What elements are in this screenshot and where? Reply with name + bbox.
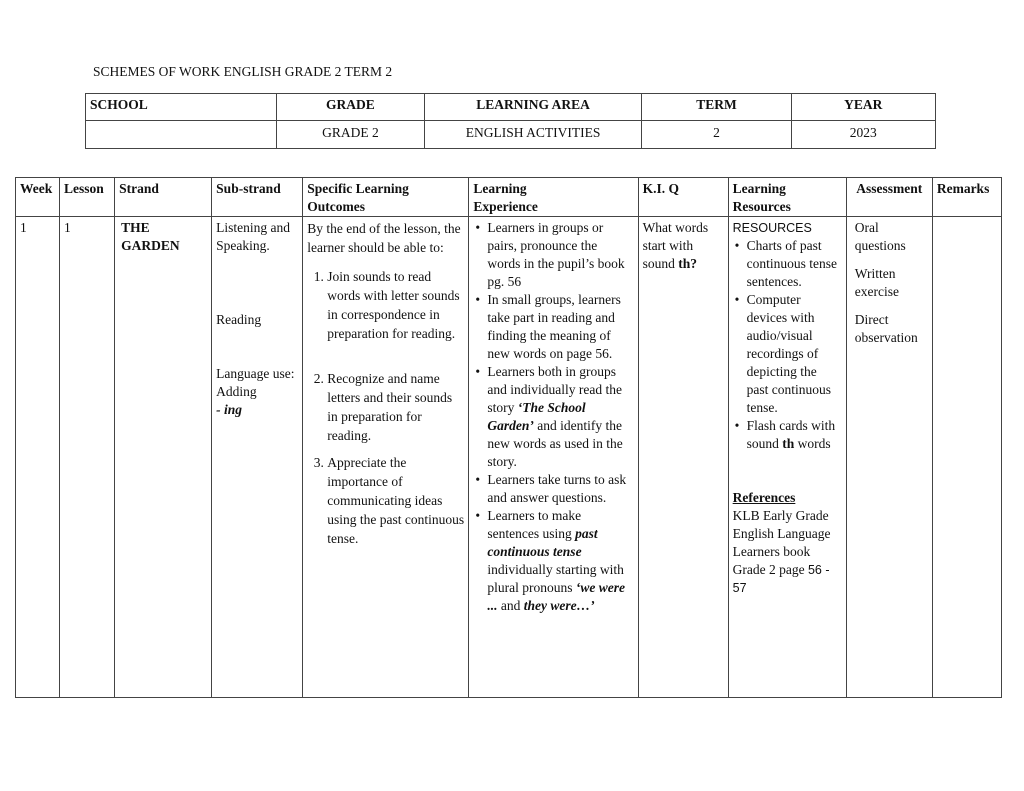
references-title: References (732, 490, 796, 505)
substrand-language: Language use: Adding (216, 366, 295, 399)
cell-resources (728, 217, 846, 698)
col-lesson: Lesson (60, 178, 115, 217)
substrand-reading: Reading (216, 312, 262, 327)
learning-area-value: ENGLISH ACTIVITIES (424, 121, 642, 149)
scheme-table (15, 177, 1002, 698)
document-title: SCHEMES OF WORK ENGLISH GRADE 2 TERM 2 (93, 64, 393, 79)
col-assessment: Assessment (846, 178, 932, 217)
substrand-language-ing: - ing (216, 402, 243, 417)
experience-item: • Learners both in groups and individually read the story ‘The School Garden’ and identify the new words as used in the story. (485, 363, 633, 471)
cell-outcomes (303, 217, 469, 698)
experience-item: • Learners take turns to ask and answer questions. (485, 471, 633, 507)
learning-area-label: LEARNING AREA (424, 94, 642, 121)
col-substrand: Sub-strand (212, 178, 303, 217)
resources-heading: RESOURCES (732, 221, 812, 235)
outcome-item: 2. Recognize and name letters and their sounds in preparation for reading. (327, 369, 464, 445)
header-table (85, 93, 936, 149)
table-row (16, 217, 1002, 698)
experience-list (473, 219, 633, 615)
resource-item: • Computer devices with audio/visual recordings of depicting the past continuous tense. (745, 291, 842, 417)
resource-item: • Flash cards with sound th words (745, 417, 842, 453)
experience-item: • Learners in groups or pairs, pronounce the words in the pupil’s book pg. 56 (485, 219, 633, 291)
col-week: Week (16, 178, 60, 217)
school-label: SCHOOL (86, 94, 277, 121)
term-value: 2 (642, 121, 791, 149)
year-label: YEAR (791, 94, 935, 121)
assessment-item: Written exercise (854, 266, 899, 299)
col-kiq: K.I. Q (638, 178, 728, 217)
outcome-item: 3. Appreciate the importance of communicating ideas using the past continuous tense. (327, 453, 464, 548)
cell-week: 1 (16, 217, 60, 698)
references-text: KLB Early Grade English Language Learners book Grade 2 page 56 - 57 (732, 508, 831, 595)
term-label: TERM (642, 94, 791, 121)
resources-list (733, 237, 842, 453)
cell-experience (469, 217, 638, 698)
col-experience: Learning Experience (469, 178, 638, 217)
col-strand: Strand (115, 178, 212, 217)
cell-substrand (212, 217, 303, 698)
cell-assessment (846, 217, 932, 698)
substrand-listening: Listening and Speaking. (216, 220, 291, 253)
cell-strand: THE GARDEN (115, 217, 212, 698)
table-header-row (16, 178, 1002, 217)
grade-value: GRADE 2 (277, 121, 425, 149)
outcomes-intro: By the end of the lesson, the learner should be able to: (307, 221, 461, 255)
assessment-item: Oral questions (854, 220, 906, 253)
outcome-item: 1. Join sounds to read words with letter sounds in correspondence in preparation for reading. (327, 267, 464, 343)
resource-item: • Charts of past continuous tense sentences. (745, 237, 842, 291)
experience-item: • Learners to make sentences using past continuous tense individually starting with plural pronouns ‘we were ... and they were…’ (485, 507, 633, 615)
col-outcomes: Specific Learning Outcomes (303, 178, 469, 217)
outcomes-list (307, 267, 464, 548)
cell-lesson: 1 (60, 217, 115, 698)
cell-remarks (932, 217, 1001, 698)
year-value: 2023 (791, 121, 935, 149)
assessment-item: Direct observation (854, 312, 918, 345)
grade-label: GRADE (277, 94, 425, 121)
experience-item: • In small groups, learners take part in reading and finding the meaning of new words on page 56. (485, 291, 633, 363)
col-resources: Learning Resources (728, 178, 846, 217)
col-remarks: Remarks (932, 178, 1001, 217)
school-value (86, 121, 277, 149)
cell-kiq: What words start with sound th? (638, 217, 728, 698)
